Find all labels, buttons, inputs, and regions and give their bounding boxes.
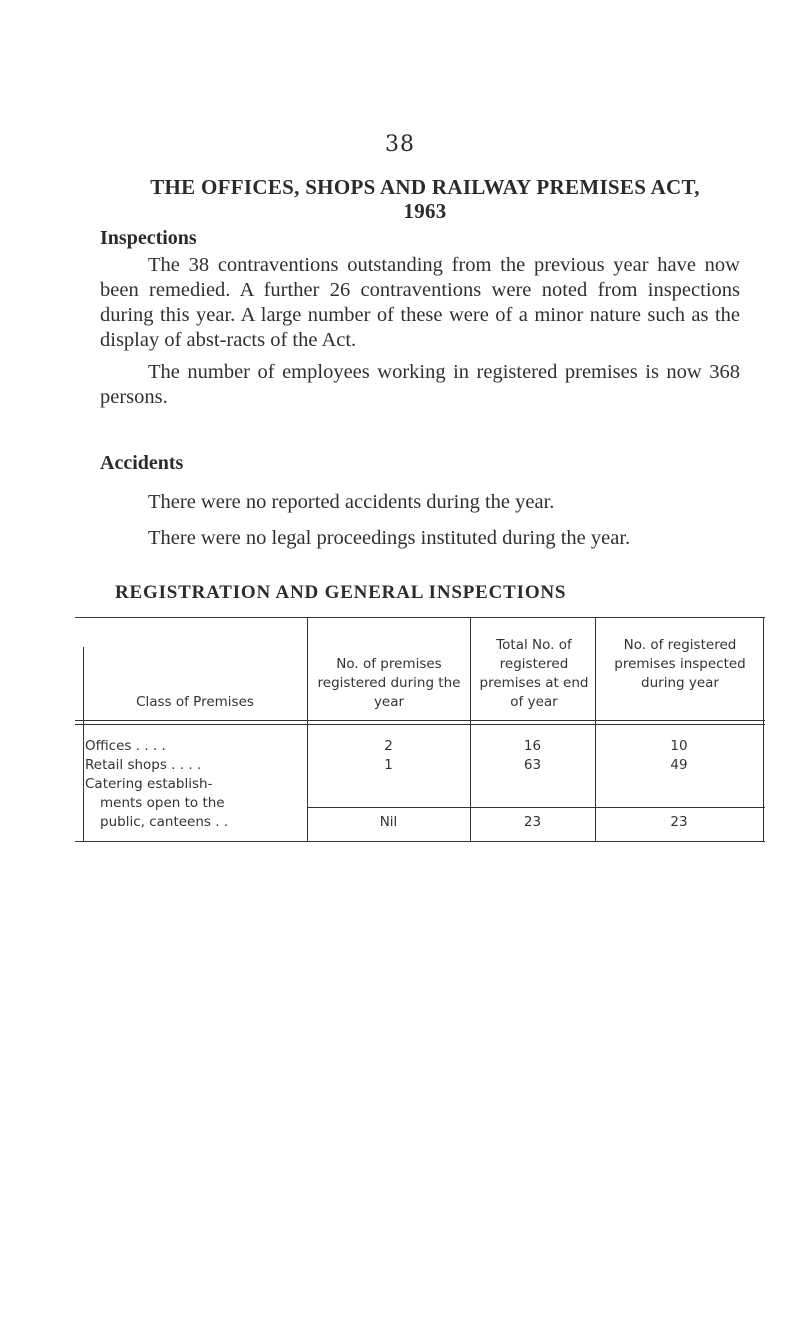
column-header-total: Total No. of registered premises at end of year — [479, 637, 589, 710]
row-catering-inspected: 23 — [670, 814, 688, 830]
inspections-paragraph-1: The 38 contraventions outstanding from the previous year have now been remedied. A further 26 contraventions were noted from inspections during this year. A large number of these were of a minor nature such as the display of abst-racts of the Act. — [100, 254, 740, 351]
row-retail-registered: 1 — [384, 757, 393, 773]
inspections-heading: Inspections — [100, 227, 197, 249]
row-catering-total: 23 — [523, 814, 542, 830]
row-retail-total: 63 — [523, 757, 542, 773]
column-header-inspected: No. of registered premises inspected during year — [614, 637, 746, 691]
row-offices-label: Offices . . . . — [85, 738, 166, 754]
row-catering-registered: Nil — [379, 814, 398, 830]
document-title — [100, 175, 750, 223]
table-heading: REGISTRATION AND GENERAL INSPECTIONS — [115, 582, 567, 603]
row-retail-label: Retail shops . . . . — [85, 757, 202, 773]
row-offices-registered: 2 — [384, 738, 393, 754]
row-retail-inspected: 49 — [670, 757, 688, 773]
accidents-paragraph-1: There were no reported accidents during the year. — [148, 491, 555, 513]
row-catering-label-line3: public, canteens . . — [100, 814, 229, 830]
accidents-paragraph-2: There were no legal proceedings instituted during the year. — [148, 527, 631, 549]
document-title-line2: 1963 — [403, 199, 447, 223]
column-header-registered: No. of premises registered during the year — [317, 656, 461, 710]
accidents-heading: Accidents — [100, 452, 184, 474]
page-number: 38 — [385, 132, 415, 157]
row-catering-label-line2: ments open to the — [100, 795, 225, 811]
table-rows-fuel-totals — [75, 617, 765, 793]
row-catering-label-line1: Catering establish- — [85, 776, 213, 792]
inspections-paragraph-2: The number of employees working in registered premises is now 368 persons. — [100, 361, 740, 408]
row-offices-total: 16 — [523, 738, 542, 754]
row-offices-inspected: 10 — [670, 738, 688, 754]
document-title-line1: THE OFFICES, SHOPS AND RAILWAY PREMISES ACT, — [150, 175, 700, 199]
totals-top-rule — [307, 807, 765, 808]
column-header-class: Class of Premises — [136, 694, 254, 710]
table-bottom-rule — [75, 841, 765, 842]
